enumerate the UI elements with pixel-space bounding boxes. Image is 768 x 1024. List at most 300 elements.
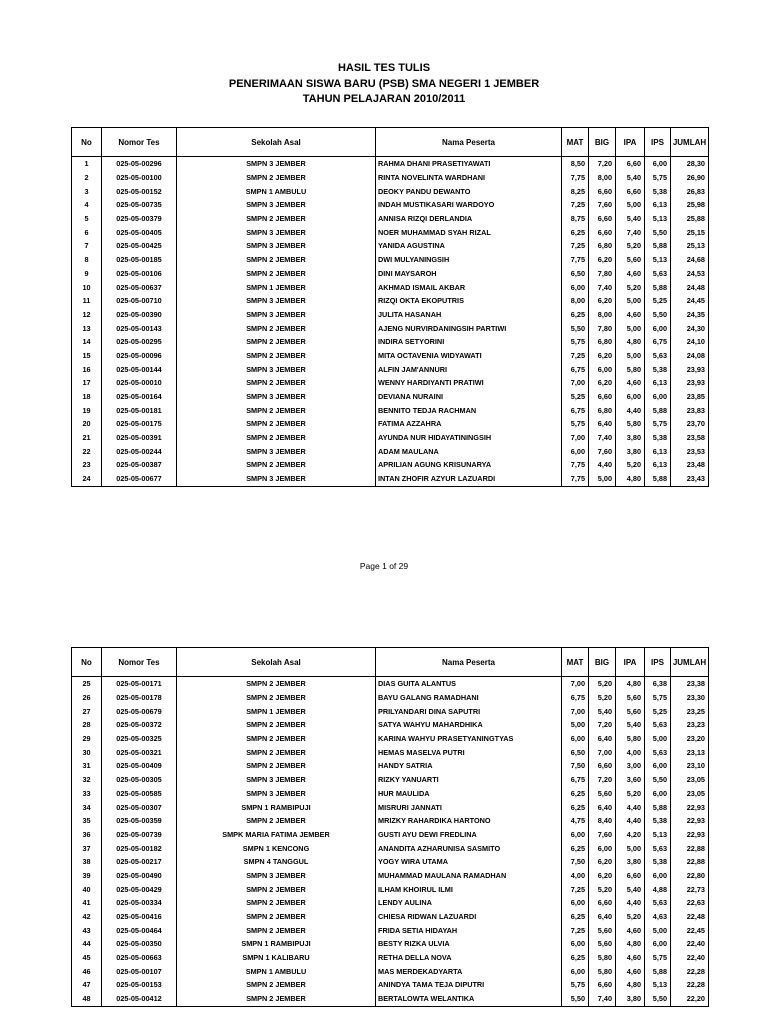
cell-mat: 6,25 — [562, 225, 589, 239]
cell-big: 6,20 — [589, 349, 616, 363]
cell-ipa: 5,20 — [616, 239, 645, 253]
cell-sekolah-asal: SMPN 2 JEMBER — [177, 732, 376, 746]
table-row — [72, 691, 709, 705]
cell-sekolah-asal: SMPN 1 JEMBER — [177, 704, 376, 718]
results-table-page-1 — [71, 127, 709, 487]
cell-ips: 5,75 — [645, 951, 671, 965]
cell-mat: 6,50 — [562, 267, 589, 281]
cell-jumlah: 22,40 — [671, 937, 709, 951]
cell-sekolah-asal: SMPN 3 JEMBER — [177, 362, 376, 376]
cell-sekolah-asal: SMPN 1 AMBULU — [177, 964, 376, 978]
cell-nama-peserta: DWI MULYANINGSIH — [376, 253, 562, 267]
cell-ips: 5,88 — [645, 280, 671, 294]
cell-sekolah-asal: SMPN 2 JEMBER — [177, 417, 376, 431]
cell-no: 33 — [72, 787, 102, 801]
cell-ips: 5,75 — [645, 691, 671, 705]
cell-ips: 5,88 — [645, 472, 671, 486]
cell-big: 6,80 — [589, 239, 616, 253]
cell-ips: 6,00 — [645, 869, 671, 883]
cell-ipa: 4,40 — [616, 800, 645, 814]
table-row — [72, 157, 709, 171]
cell-nama-peserta: INDAH MUSTIKASARI WARDOYO — [376, 198, 562, 212]
cell-no: 5 — [72, 212, 102, 226]
cell-jumlah: 22,20 — [671, 992, 709, 1006]
cell-ipa: 3,80 — [616, 444, 645, 458]
cell-ipa: 4,40 — [616, 896, 645, 910]
cell-nama-peserta: DEOKY PANDU DEWANTO — [376, 184, 562, 198]
cell-mat: 6,75 — [562, 403, 589, 417]
cell-ipa: 3,60 — [616, 773, 645, 787]
cell-ips: 4,63 — [645, 910, 671, 924]
table-row — [72, 841, 709, 855]
cell-sekolah-asal: SMPN 3 JEMBER — [177, 294, 376, 308]
cell-jumlah: 23,20 — [671, 732, 709, 746]
cell-mat: 6,25 — [562, 787, 589, 801]
cell-nomor-tes: 025-05-00217 — [102, 855, 177, 869]
cell-nomor-tes: 025-05-00100 — [102, 171, 177, 185]
cell-ips: 5,13 — [645, 212, 671, 226]
cell-nama-peserta: ADAM MAULANA — [376, 444, 562, 458]
cell-ipa: 4,80 — [616, 472, 645, 486]
cell-mat: 6,00 — [562, 280, 589, 294]
cell-no: 4 — [72, 198, 102, 212]
table-row — [72, 732, 709, 746]
cell-nomor-tes: 025-05-00677 — [102, 472, 177, 486]
cell-ips: 4,88 — [645, 882, 671, 896]
cell-no: 23 — [72, 458, 102, 472]
cell-mat: 6,75 — [562, 691, 589, 705]
table-row — [72, 280, 709, 294]
cell-ipa: 4,60 — [616, 376, 645, 390]
table-row — [72, 718, 709, 732]
cell-sekolah-asal: SMPN 1 RAMBIPUJI — [177, 800, 376, 814]
cell-nomor-tes: 025-05-00175 — [102, 417, 177, 431]
cell-sekolah-asal: SMPN 2 JEMBER — [177, 882, 376, 896]
table-row — [72, 225, 709, 239]
cell-nomor-tes: 025-05-00425 — [102, 239, 177, 253]
cell-nama-peserta: YOGY WIRA UTAMA — [376, 855, 562, 869]
cell-nomor-tes: 025-05-00405 — [102, 225, 177, 239]
column-header-ips: IPS — [645, 128, 671, 157]
cell-nomor-tes: 025-05-00464 — [102, 923, 177, 937]
cell-ipa: 3,00 — [616, 759, 645, 773]
cell-ipa: 5,60 — [616, 704, 645, 718]
table-row — [72, 239, 709, 253]
cell-nama-peserta: ILHAM KHOIRUL ILMI — [376, 882, 562, 896]
cell-big: 4,40 — [589, 458, 616, 472]
cell-nomor-tes: 025-05-00387 — [102, 458, 177, 472]
cell-sekolah-asal: SMPN 3 JEMBER — [177, 444, 376, 458]
cell-sekolah-asal: SMPN 2 JEMBER — [177, 978, 376, 992]
table-row — [72, 390, 709, 404]
cell-nomor-tes: 025-05-00585 — [102, 787, 177, 801]
cell-mat: 7,50 — [562, 855, 589, 869]
cell-big: 6,20 — [589, 869, 616, 883]
cell-mat: 7,75 — [562, 253, 589, 267]
table-row — [72, 951, 709, 965]
cell-ips: 5,63 — [645, 718, 671, 732]
table-row — [72, 171, 709, 185]
column-header-sekolah-asal: Sekolah Asal — [177, 128, 376, 157]
cell-jumlah: 25,15 — [671, 225, 709, 239]
cell-mat: 7,25 — [562, 198, 589, 212]
table-row — [72, 294, 709, 308]
cell-jumlah: 23,05 — [671, 787, 709, 801]
cell-nama-peserta: RIZKY YANUARTI — [376, 773, 562, 787]
cell-mat: 5,50 — [562, 321, 589, 335]
cell-ipa: 4,40 — [616, 403, 645, 417]
cell-ipa: 5,80 — [616, 732, 645, 746]
cell-jumlah: 23,13 — [671, 745, 709, 759]
cell-ips: 5,00 — [645, 923, 671, 937]
cell-no: 27 — [72, 704, 102, 718]
cell-sekolah-asal: SMPN 1 KENCONG — [177, 841, 376, 855]
cell-nama-peserta: LENDY AULINA — [376, 896, 562, 910]
cell-big: 8,40 — [589, 814, 616, 828]
cell-mat: 6,50 — [562, 745, 589, 759]
cell-ips: 5,88 — [645, 403, 671, 417]
column-header-mat: MAT — [562, 128, 589, 157]
cell-ipa: 6,60 — [616, 184, 645, 198]
cell-nama-peserta: BERTALOWTA WELANTIKA — [376, 992, 562, 1006]
cell-jumlah: 22,63 — [671, 896, 709, 910]
cell-nomor-tes: 025-05-00144 — [102, 362, 177, 376]
table-row — [72, 349, 709, 363]
cell-mat: 7,75 — [562, 458, 589, 472]
cell-jumlah: 23,30 — [671, 691, 709, 705]
table-row — [72, 267, 709, 281]
cell-ipa: 6,60 — [616, 869, 645, 883]
cell-nama-peserta: SATYA WAHYU MAHARDHIKA — [376, 718, 562, 732]
cell-no: 14 — [72, 335, 102, 349]
cell-sekolah-asal: SMPN 3 JEMBER — [177, 773, 376, 787]
cell-jumlah: 24,48 — [671, 280, 709, 294]
cell-nama-peserta: MUHAMMAD MAULANA RAMADHAN — [376, 869, 562, 883]
cell-ipa: 5,00 — [616, 841, 645, 855]
cell-nomor-tes: 025-05-00412 — [102, 992, 177, 1006]
cell-nama-peserta: DEVIANA NURAINI — [376, 390, 562, 404]
cell-mat: 8,75 — [562, 212, 589, 226]
cell-no: 25 — [72, 677, 102, 691]
cell-ipa: 4,00 — [616, 745, 645, 759]
cell-no: 24 — [72, 472, 102, 486]
cell-ips: 5,38 — [645, 184, 671, 198]
cell-nomor-tes: 025-05-00416 — [102, 910, 177, 924]
cell-mat: 7,25 — [562, 239, 589, 253]
cell-big: 6,40 — [589, 417, 616, 431]
cell-nama-peserta: WENNY HARDIYANTI PRATIWI — [376, 376, 562, 390]
cell-no: 1 — [72, 157, 102, 171]
cell-ipa: 5,00 — [616, 294, 645, 308]
cell-sekolah-asal: SMPN 3 JEMBER — [177, 198, 376, 212]
cell-jumlah: 22,28 — [671, 978, 709, 992]
cell-no: 12 — [72, 308, 102, 322]
cell-nama-peserta: CHIESA RIDWAN LAZUARDI — [376, 910, 562, 924]
cell-mat: 7,00 — [562, 376, 589, 390]
table-row — [72, 212, 709, 226]
table-header-row — [72, 648, 709, 677]
cell-big: 6,60 — [589, 896, 616, 910]
table-row — [72, 184, 709, 198]
cell-nomor-tes: 025-05-00350 — [102, 937, 177, 951]
page-footer: Page 1 of 29 — [359, 561, 409, 571]
cell-sekolah-asal: SMPN 2 JEMBER — [177, 458, 376, 472]
column-header-big: BIG — [589, 648, 616, 677]
cell-big: 6,60 — [589, 212, 616, 226]
cell-jumlah: 23,38 — [671, 677, 709, 691]
cell-jumlah: 23,43 — [671, 472, 709, 486]
column-header-nomor-tes: Nomor Tes — [102, 128, 177, 157]
cell-ips: 5,63 — [645, 745, 671, 759]
column-header-big: BIG — [589, 128, 616, 157]
cell-nomor-tes: 025-05-00334 — [102, 896, 177, 910]
table-row — [72, 458, 709, 472]
cell-ipa: 5,60 — [616, 691, 645, 705]
cell-nomor-tes: 025-05-00153 — [102, 978, 177, 992]
cell-jumlah: 23,85 — [671, 390, 709, 404]
cell-ips: 5,75 — [645, 417, 671, 431]
cell-ips: 5,38 — [645, 855, 671, 869]
cell-big: 6,80 — [589, 403, 616, 417]
cell-ips: 6,00 — [645, 157, 671, 171]
cell-no: 44 — [72, 937, 102, 951]
cell-big: 8,00 — [589, 308, 616, 322]
cell-big: 6,60 — [589, 184, 616, 198]
cell-ipa: 4,20 — [616, 828, 645, 842]
cell-jumlah: 23,93 — [671, 376, 709, 390]
cell-nomor-tes: 025-05-00735 — [102, 198, 177, 212]
cell-ipa: 4,60 — [616, 308, 645, 322]
cell-no: 2 — [72, 171, 102, 185]
cell-mat: 5,75 — [562, 978, 589, 992]
cell-no: 30 — [72, 745, 102, 759]
cell-big: 6,20 — [589, 294, 616, 308]
cell-ips: 5,63 — [645, 349, 671, 363]
cell-big: 7,60 — [589, 444, 616, 458]
cell-sekolah-asal: SMPN 2 JEMBER — [177, 814, 376, 828]
cell-jumlah: 28,30 — [671, 157, 709, 171]
cell-no: 7 — [72, 239, 102, 253]
column-header-sekolah-asal: Sekolah Asal — [177, 648, 376, 677]
cell-no: 34 — [72, 800, 102, 814]
cell-big: 6,60 — [589, 759, 616, 773]
cell-ipa: 4,60 — [616, 267, 645, 281]
table-row — [72, 431, 709, 445]
table-row — [72, 787, 709, 801]
cell-big: 6,20 — [589, 253, 616, 267]
cell-big: 7,40 — [589, 431, 616, 445]
table-row — [72, 773, 709, 787]
cell-nama-peserta: GUSTI AYU DEWI FREDLINA — [376, 828, 562, 842]
results-table-page-2 — [71, 647, 709, 1007]
cell-nomor-tes: 025-05-00391 — [102, 431, 177, 445]
table-row — [72, 828, 709, 842]
cell-nomor-tes: 025-05-00390 — [102, 308, 177, 322]
cell-ips: 5,38 — [645, 362, 671, 376]
cell-jumlah: 22,88 — [671, 855, 709, 869]
cell-jumlah: 23,25 — [671, 704, 709, 718]
cell-ips: 5,88 — [645, 964, 671, 978]
cell-big: 6,60 — [589, 225, 616, 239]
cell-mat: 7,00 — [562, 704, 589, 718]
cell-mat: 5,25 — [562, 390, 589, 404]
table-row — [72, 677, 709, 691]
cell-no: 48 — [72, 992, 102, 1006]
cell-nama-peserta: ALFIN JAM'ANNURI — [376, 362, 562, 376]
cell-no: 9 — [72, 267, 102, 281]
cell-nomor-tes: 025-05-00181 — [102, 403, 177, 417]
cell-nomor-tes: 025-05-00305 — [102, 773, 177, 787]
table-row — [72, 896, 709, 910]
table-row — [72, 335, 709, 349]
cell-big: 6,40 — [589, 910, 616, 924]
cell-mat: 6,00 — [562, 937, 589, 951]
cell-nama-peserta: AYUNDA NUR HIDAYATININGSIH — [376, 431, 562, 445]
cell-ips: 5,50 — [645, 225, 671, 239]
cell-sekolah-asal: SMPN 3 JEMBER — [177, 308, 376, 322]
cell-nomor-tes: 025-05-00182 — [102, 841, 177, 855]
cell-nama-peserta: RIZQI OKTA EKOPUTRIS — [376, 294, 562, 308]
table-row — [72, 800, 709, 814]
cell-no: 17 — [72, 376, 102, 390]
cell-ips: 5,88 — [645, 239, 671, 253]
cell-no: 15 — [72, 349, 102, 363]
cell-ips: 5,63 — [645, 896, 671, 910]
cell-mat: 7,25 — [562, 923, 589, 937]
cell-nomor-tes: 025-05-00429 — [102, 882, 177, 896]
cell-nama-peserta: HEMAS MASELVA PUTRI — [376, 745, 562, 759]
cell-sekolah-asal: SMPN 2 JEMBER — [177, 910, 376, 924]
cell-nama-peserta: APRILIAN AGUNG KRISUNARYA — [376, 458, 562, 472]
cell-no: 45 — [72, 951, 102, 965]
cell-ips: 6,13 — [645, 458, 671, 472]
table-row — [72, 855, 709, 869]
cell-ipa: 4,60 — [616, 923, 645, 937]
cell-ipa: 4,80 — [616, 677, 645, 691]
cell-ips: 5,75 — [645, 171, 671, 185]
cell-big: 5,60 — [589, 923, 616, 937]
cell-ipa: 5,40 — [616, 718, 645, 732]
cell-nomor-tes: 025-05-00106 — [102, 267, 177, 281]
cell-big: 5,80 — [589, 964, 616, 978]
table-row — [72, 704, 709, 718]
table-row — [72, 759, 709, 773]
cell-sekolah-asal: SMPN 2 JEMBER — [177, 403, 376, 417]
cell-nomor-tes: 025-05-00409 — [102, 759, 177, 773]
cell-ipa: 5,80 — [616, 417, 645, 431]
table-row — [72, 253, 709, 267]
column-header-nomor-tes: Nomor Tes — [102, 648, 177, 677]
table-row — [72, 882, 709, 896]
cell-nomor-tes: 025-05-00296 — [102, 157, 177, 171]
cell-big: 6,60 — [589, 390, 616, 404]
cell-no: 16 — [72, 362, 102, 376]
cell-ipa: 3,80 — [616, 992, 645, 1006]
cell-big: 7,20 — [589, 718, 616, 732]
cell-jumlah: 25,88 — [671, 212, 709, 226]
cell-sekolah-asal: SMPN 2 JEMBER — [177, 677, 376, 691]
cell-mat: 6,00 — [562, 828, 589, 842]
cell-mat: 7,50 — [562, 759, 589, 773]
cell-ips: 5,13 — [645, 253, 671, 267]
table-row — [72, 308, 709, 322]
cell-nama-peserta: MRIZKY RAHARDIKA HARTONO — [376, 814, 562, 828]
cell-mat: 7,75 — [562, 171, 589, 185]
cell-ipa: 5,80 — [616, 362, 645, 376]
cell-no: 18 — [72, 390, 102, 404]
cell-jumlah: 24,30 — [671, 321, 709, 335]
cell-sekolah-asal: SMPN 2 JEMBER — [177, 376, 376, 390]
cell-nama-peserta: ANANDITA AZHARUNISA SASMITO — [376, 841, 562, 855]
cell-sekolah-asal: SMPN 2 JEMBER — [177, 718, 376, 732]
cell-ipa: 5,00 — [616, 349, 645, 363]
cell-jumlah: 22,80 — [671, 869, 709, 883]
cell-no: 46 — [72, 964, 102, 978]
cell-sekolah-asal: SMPN 2 JEMBER — [177, 253, 376, 267]
cell-ipa: 6,60 — [616, 157, 645, 171]
cell-nama-peserta: RINTA NOVELINTA WARDHANI — [376, 171, 562, 185]
cell-sekolah-asal: SMPN 2 JEMBER — [177, 745, 376, 759]
cell-no: 21 — [72, 431, 102, 445]
cell-no: 38 — [72, 855, 102, 869]
column-header-ipa: IPA — [616, 648, 645, 677]
cell-nama-peserta: AKHMAD ISMAIL AKBAR — [376, 280, 562, 294]
cell-nomor-tes: 025-05-00096 — [102, 349, 177, 363]
cell-sekolah-asal: SMPN 2 JEMBER — [177, 267, 376, 281]
cell-sekolah-asal: SMPK MARIA FATIMA JEMBER — [177, 828, 376, 842]
cell-jumlah: 23,70 — [671, 417, 709, 431]
cell-big: 5,20 — [589, 691, 616, 705]
cell-no: 43 — [72, 923, 102, 937]
cell-nama-peserta: RAHMA DHANI PRASETIYAWATI — [376, 157, 562, 171]
column-header-mat: MAT — [562, 648, 589, 677]
cell-no: 29 — [72, 732, 102, 746]
cell-big: 6,20 — [589, 855, 616, 869]
cell-nama-peserta: HUR MAULIDA — [376, 787, 562, 801]
cell-nomor-tes: 025-05-00107 — [102, 964, 177, 978]
cell-ips: 5,25 — [645, 294, 671, 308]
cell-mat: 5,50 — [562, 992, 589, 1006]
cell-sekolah-asal: SMPN 4 TANGGUL — [177, 855, 376, 869]
cell-ips: 5,63 — [645, 267, 671, 281]
cell-ips: 5,25 — [645, 704, 671, 718]
cell-big: 7,20 — [589, 773, 616, 787]
cell-ipa: 5,20 — [616, 787, 645, 801]
cell-big: 7,40 — [589, 992, 616, 1006]
cell-jumlah: 24,35 — [671, 308, 709, 322]
cell-no: 19 — [72, 403, 102, 417]
cell-no: 22 — [72, 444, 102, 458]
cell-nomor-tes: 025-05-00321 — [102, 745, 177, 759]
cell-jumlah: 22,45 — [671, 923, 709, 937]
document-subtitle: PENERIMAAN SISWA BARU (PSB) SMA NEGERI 1 JEMBER — [228, 78, 540, 90]
cell-jumlah: 22,28 — [671, 964, 709, 978]
cell-sekolah-asal: SMPN 3 JEMBER — [177, 787, 376, 801]
table-row — [72, 362, 709, 376]
table-row — [72, 417, 709, 431]
cell-mat: 4,00 — [562, 869, 589, 883]
cell-mat: 7,00 — [562, 677, 589, 691]
cell-mat: 8,25 — [562, 184, 589, 198]
cell-no: 39 — [72, 869, 102, 883]
cell-ips: 6,38 — [645, 677, 671, 691]
cell-jumlah: 22,40 — [671, 951, 709, 965]
cell-no: 8 — [72, 253, 102, 267]
column-header-jumlah: JUMLAH — [671, 128, 709, 157]
cell-no: 6 — [72, 225, 102, 239]
cell-nama-peserta: ANINDYA TAMA TEJA DIPUTRI — [376, 978, 562, 992]
cell-nama-peserta: NOER MUHAMMAD SYAH RIZAL — [376, 225, 562, 239]
